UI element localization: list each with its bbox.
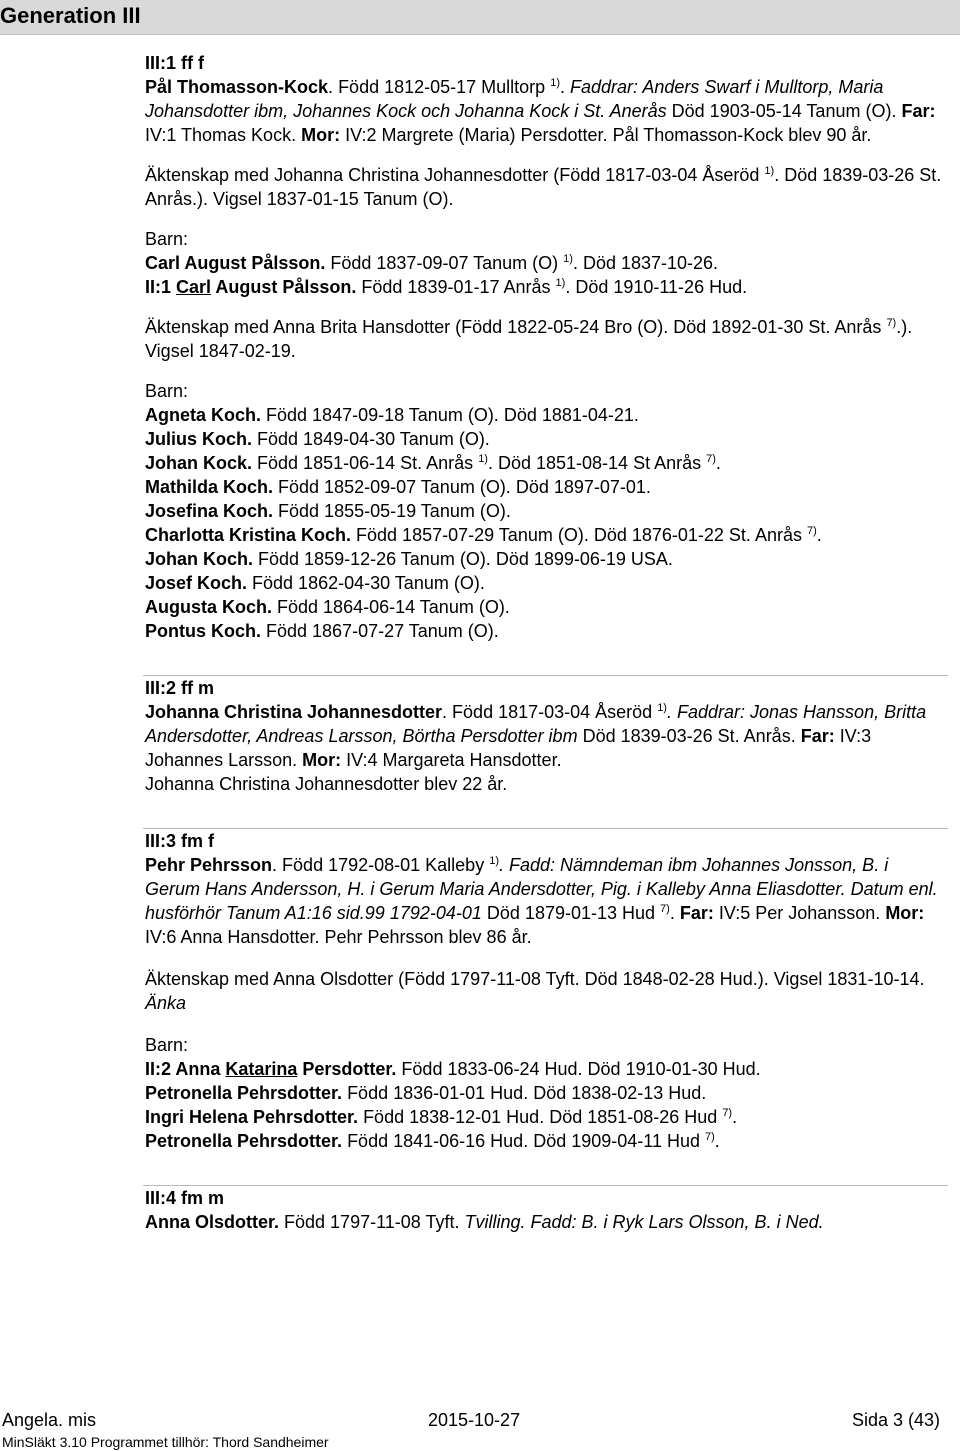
child-row: Julius Koch. Född 1849-04-30 Tanum (O). — [145, 429, 490, 449]
death-info: Död 1903-05-14 Tanum (O). — [671, 101, 897, 121]
death-info: Död 1879-01-13 Hud — [481, 903, 661, 923]
birth-info: Född 1812-05-17 Mulltorp — [338, 77, 546, 97]
age-note: Johanna Christina Johannesdotter blev 22 år. — [145, 774, 508, 794]
source-ref: 1) — [563, 253, 573, 265]
source-ref: 1) — [764, 165, 775, 177]
age-note: Pehr Pehrsson blev 86 år. — [319, 927, 532, 947]
person-id: III:1 ff f — [145, 53, 204, 73]
children-label: Barn: — [145, 381, 189, 401]
mother-ref: IV:4 Margareta Hansdotter. — [341, 750, 562, 770]
person-name: Pehr Pehrsson — [145, 855, 273, 875]
mother-label: Mor: — [302, 750, 342, 770]
father-label: Far: — [679, 903, 714, 923]
footer-program: MinSläkt 3.10 Programmet tillhör: Thord Sandheimer — [2, 1434, 329, 1450]
father-label: Far: — [800, 726, 835, 746]
person-details: Pehr Pehrsson. Född 1792-08-01 Kalleby $^{1)}$. Fadd: Nämndeman ibm Johannes Jonsson, B. i Gerum Hans Andersson, H. i Gerum Maria Andersdotter, Pig. i Kalleby Anna Eliasdotter. Datum enl. husförhör Tanum A1:16 sid.99 1792-04-01 Död 1879-01-13 Hud $^{7)}$. Far: IV:5 Per Johansson. Mor: IV:6 Anna Hansdotter. Pehr Pehrsson blev 86 år. — [145, 855, 938, 947]
age-note: Pål Thomasson-Kock blev 90 år. — [612, 125, 872, 145]
person-details: Pål Thomasson-Kock. Född 1812-05-17 Mulltorp $^{1)}$. Faddrar: Anders Swarf i Mulltorp, Maria Johansdotter ibm, Johannes Kock och Johanna Kock i St. Anerås Död 1903-05-14 Tanum (O). Far: IV:1 Thomas Kock. Mor: IV:2 Margrete (Maria) Persdotter. Pål Thomasson-Kock blev 90 år. — [145, 77, 936, 145]
marriage-note: Änka — [145, 993, 187, 1013]
child-row: Charlotta Kristina Koch. Född 1857-07-29 Tanum (O). Död 1876-01-22 St. Anrås $^{7)}$. — [145, 525, 822, 545]
child-row: Johan Koch. Född 1859-12-26 Tanum (O). Död 1899-06-19 USA. — [145, 549, 673, 569]
child-row: Johan Kock. Född 1851-06-14 St. Anrås $^{1)}$. Död 1851-08-14 St Anrås $^{7)}$. — [145, 453, 721, 473]
mother-ref: IV:6 Anna Hansdotter. — [145, 927, 320, 947]
page-footer — [0, 1410, 960, 1450]
child-row: Pontus Koch. Född 1867-07-27 Tanum (O). — [145, 621, 499, 641]
person-entry-iii-2 — [145, 676, 945, 796]
children-label: Barn: — [145, 1035, 189, 1055]
child-row: Josefina Koch. Född 1855-05-19 Tanum (O). — [145, 501, 511, 521]
godparents: . Faddrar: Jonas Hansson, Britta Andersdotter, Andreas Larsson, Börtha Persdotter ibm — [145, 702, 927, 746]
generation-title: Generation III — [0, 3, 141, 28]
child-name: Petronella Pehrsdotter. — [145, 1131, 343, 1151]
child-name: Josefina Koch. — [145, 501, 274, 521]
marriage-2: Äktenskap med Anna Brita Hansdotter (Född 1822-05-24 Bro (O). Död 1892-01-30 St. Anrås $^{7)}$.). Vigsel 1847-02-19. — [145, 317, 913, 361]
children-label: Barn: — [145, 229, 189, 249]
child-row: Mathilda Koch. Född 1852-09-07 Tanum (O). Död 1897-07-01. — [145, 477, 651, 497]
source-ref: 7) — [806, 525, 817, 537]
source-ref: 7) — [706, 453, 716, 465]
child-row: II:1 Carl August Pålsson. Född 1839-01-17 Anrås $^{1)}$. Död 1910-11-26 Hud. — [145, 277, 748, 297]
source-ref: 1) — [657, 702, 667, 714]
child-name: Augusta Koch. — [145, 597, 273, 617]
death-info: Död 1839-03-26 St. Anrås. — [577, 726, 796, 746]
person-entry-iii-1 — [145, 51, 945, 643]
child-name: II:1 Carl August Pålsson. — [145, 277, 357, 297]
child-name: II:2 Anna Katarina Persdotter. — [145, 1059, 397, 1079]
person-entry-iii-3 — [145, 829, 945, 1153]
source-ref: 7) — [722, 1107, 733, 1119]
report-content — [145, 51, 945, 1234]
child-row: Agneta Koch. Född 1847-09-18 Tanum (O). Död 1881-04-21. — [145, 405, 639, 425]
source-ref: 7) — [660, 903, 670, 915]
child-name: Mathilda Koch. — [145, 477, 274, 497]
child-row: Petronella Pehrsdotter. Född 1841-06-16 Hud. Död 1909-04-11 Hud $^{7)}$. — [145, 1131, 720, 1151]
mother-label: Mor: — [885, 903, 925, 923]
child-name: Pontus Koch. — [145, 621, 261, 641]
birth-info: . Född 1792-08-01 Kalleby — [272, 855, 490, 875]
person-id: III:3 fm f — [145, 831, 215, 851]
child-name: Ingri Helena Pehrsdotter. — [145, 1107, 359, 1127]
twin-note: Tvilling. Fadd: B. i Ryk Lars Olsson, B. i Ned. — [464, 1212, 824, 1232]
source-ref: 7) — [704, 1131, 715, 1143]
child-name: Josef Koch. — [145, 573, 248, 593]
source-ref: 7) — [886, 317, 897, 329]
child-row: Petronella Pehrsdotter. Född 1836-01-01 Hud. Död 1838-02-13 Hud. — [145, 1083, 707, 1103]
page-number: Sida 3 (43) — [851, 1410, 940, 1430]
marriage-1: Äktenskap med Anna Olsdotter (Född 1797-11-08 Tyft. Död 1848-02-28 Hud.). Vigsel 1831-10-14. Änka — [145, 969, 925, 1013]
source-ref: 1) — [489, 855, 499, 867]
marriage-1: Äktenskap med Johanna Christina Johannesdotter (Född 1817-03-04 Åseröd $^{1)}$. Död 1839-03-26 St. Anrås.). Vigsel 1837-01-15 Tanum (O). — [145, 165, 942, 209]
person-id: III:4 fm m — [145, 1188, 225, 1208]
source-ref: 1) — [550, 77, 560, 89]
person-name: Pål Thomasson-Kock — [145, 77, 329, 97]
footer-author: Angela. mis — [2, 1410, 97, 1430]
source-ref: 1) — [478, 453, 488, 465]
child-name-link[interactable]: Katarina — [225, 1059, 298, 1079]
child-name-link[interactable]: Carl — [176, 277, 212, 297]
child-row: II:2 Anna Katarina Persdotter. Född 1833-06-24 Hud. Död 1910-01-30 Hud. — [145, 1059, 761, 1079]
person-details — [145, 1210, 945, 1234]
person-name: Johanna Christina Johannesdotter — [145, 702, 443, 722]
child-row: Augusta Koch. Född 1864-06-14 Tanum (O). — [145, 597, 510, 617]
person-entry-iii-4 — [145, 1186, 945, 1234]
birth-info: . Född 1817-03-04 Åseröd — [442, 702, 658, 722]
child-name: Petronella Pehrsdotter. — [145, 1083, 343, 1103]
footer-date: 2015-10-27 — [428, 1410, 521, 1430]
father-ref: IV:3 Johannes Larsson. — [145, 726, 872, 770]
godparents: . Fadd: Nämndeman ibm Johannes Jonsson, B. i Gerum Hans Andersson, H. i Gerum Maria Andersdotter, Pig. i Kalleby Anna Eliasdotter. Datum enl. husförhör Tanum A1:16 sid.99 1792-04-01 — [145, 855, 938, 923]
mother-label: Mor: — [301, 125, 341, 145]
father-ref: IV:5 Per Johansson. — [713, 903, 881, 923]
child-row: Josef Koch. Född 1862-04-30 Tanum (O). — [145, 573, 485, 593]
person-details — [145, 700, 945, 772]
child-name: Carl August Pålsson. — [145, 253, 326, 273]
father-ref: IV:1 Thomas Kock. — [145, 125, 297, 145]
mother-ref: IV:2 Margrete (Maria) Persdotter. — [345, 125, 608, 145]
person-name: Anna Olsdotter. — [145, 1212, 280, 1232]
person-id: III:2 ff m — [145, 678, 215, 698]
birth-info: Född 1797-11-08 Tyft. — [279, 1212, 465, 1232]
child-name: Charlotta Kristina Koch. — [145, 525, 352, 545]
godparents: Faddrar: Anders Swarf i Mulltorp, Maria Johansdotter ibm, Johannes Kock och Johanna Kock i St. Anerås — [145, 77, 884, 121]
child-name: Julius Koch. — [145, 429, 253, 449]
child-row: Carl August Pålsson. Född 1837-09-07 Tanum (O) $^{1)}$. Död 1837-10-26. — [145, 253, 719, 273]
source-ref: 1) — [555, 277, 566, 289]
page-header — [0, 0, 960, 35]
child-name: Johan Koch. — [145, 549, 254, 569]
child-row: Ingri Helena Pehrsdotter. Född 1838-12-01 Hud. Död 1851-08-26 Hud $^{7)}$. — [145, 1107, 738, 1127]
father-label: Far: — [901, 101, 936, 121]
child-name: Johan Kock. — [145, 453, 253, 473]
child-name: Agneta Koch. — [145, 405, 262, 425]
